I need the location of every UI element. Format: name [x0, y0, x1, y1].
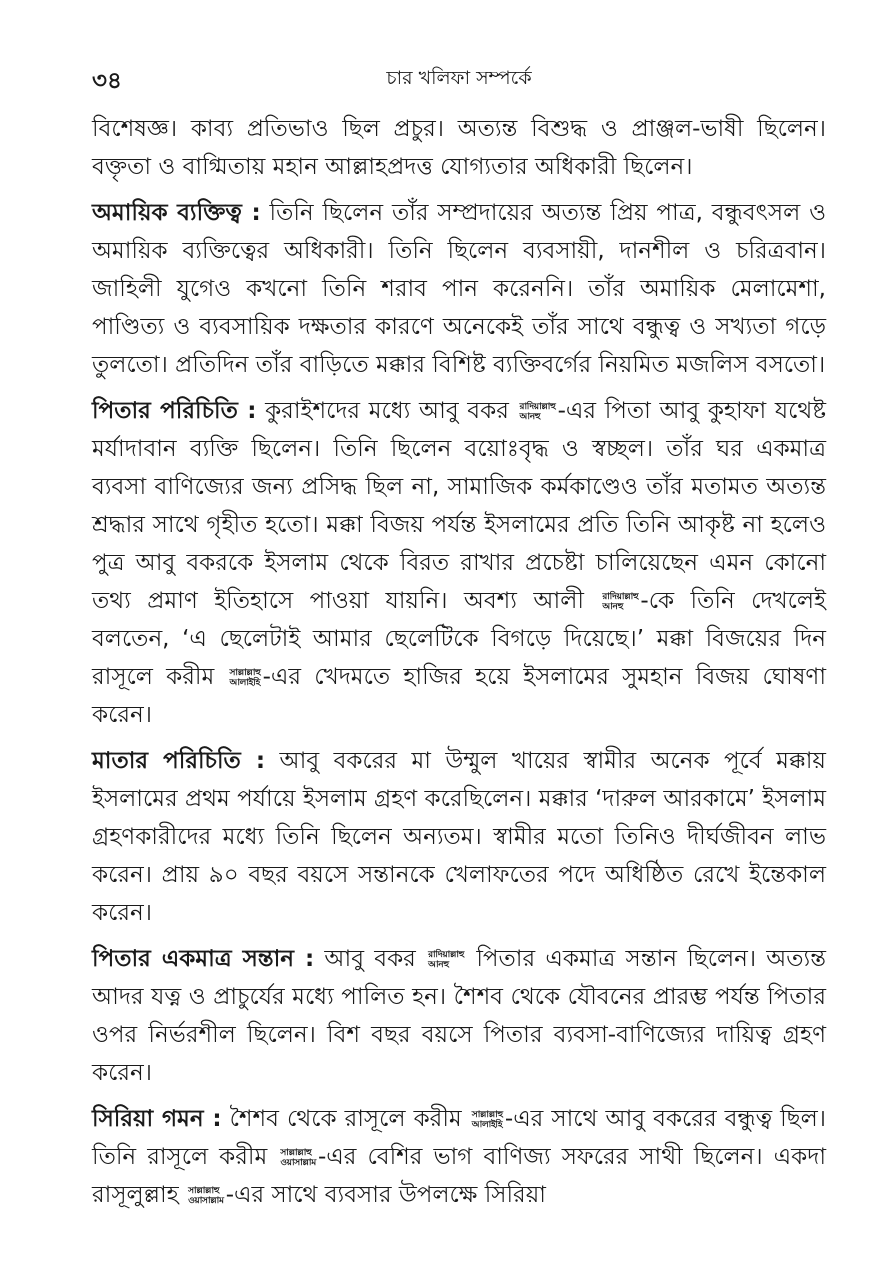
paragraph-mother-intro	[92, 742, 826, 932]
radiallahu-anhu-mark: রাদিয়াল্লাহু আনহু	[428, 949, 465, 970]
paragraph-text: -এর সাথে আবু বকরের বন্ধুত্ব ছিল। তিনি রাসূলে করীম	[92, 1106, 826, 1170]
paragraph-text: -এর পিতা আবু কুহাফা যথেষ্ট মর্যাদাবান ব্যক্তি ছিলেন। তিনি ছিলেন বয়োঃবৃদ্ধ ও স্বচ্ছল। তাঁর ঘর একমাত্র ব্যবসা বাণিজ্যের জন্য প্রসিদ্ধ ছিল না, সামাজিক কর্মকাণ্ডেও তাঁর মতামত অত্যন্ত শ্রদ্ধার সাথে গৃহীত হতো। মক্কা বিজয় পর্যন্ত ইসলামের প্রতি তিনি আকৃষ্ট না হলেও পুত্র আবু বকরকে ইসলাম থেকে বিরত রাখার প্রচেষ্টা চালিয়েছেন এমন কোনো তথ্য প্রমাণ ইতিহাসে পাওয়া যায়নি। অবশ্য আলী	[92, 398, 826, 614]
sallallahu-alaihi-wasallam-mark: সাল্লাল্লাহু ওয়াসাল্লাম	[280, 1147, 316, 1168]
section-heading: মাতার পরিচিতি :	[92, 748, 266, 774]
paragraph-text: তিনি ছিলেন তাঁর সম্প্রদায়ের অত্যন্ত প্রিয় পাত্র, বন্ধুবৎসল ও অমায়িক ব্যক্তিত্বের অধিকারী। তিনি ছিলেন ব্যবসায়ী, দানশীল ও চরিত্রবান। জাহিলী যুগেও কখনো তিনি শরাব পান করেননি। তাঁর অমায়িক মেলামেশা, পাণ্ডিত্য ও ব্যবসায়িক দক্ষতার কারণে অনেকেই তাঁর সাথে বন্ধুত্ব ও সখ্যতা গড়ে তুলতো। প্রতিদিন তাঁর বাড়িতে মক্কার বিশিষ্ট ব্যক্তিবর্গের নিয়মিত মজলিস বসতো।	[92, 200, 826, 378]
running-title: চার খলিফা সম্পর্কে	[386, 67, 532, 89]
section-heading: পিতার একমাত্র সন্তান :	[92, 946, 315, 972]
paragraph-text: -এর খেদমতে হাজির হয়ে ইসলামের সুমহান বিজয় ঘোষণা করেন।	[92, 664, 826, 728]
paragraph-text: কুরাইশদের মধ্যে আবু বকর	[256, 398, 518, 424]
radiallahu-anhu-mark: রাদিয়াল্লাহু আনহু	[602, 591, 639, 612]
paragraph-text: -এর বেশির ভাগ বাণিজ্য সফরের সাথী ছিলেন। একদা রাসূলুল্লাহ	[92, 1144, 826, 1208]
paragraph-amiable-personality	[92, 194, 826, 384]
paragraph-intro	[92, 110, 826, 186]
section-heading: পিতার পরিচিতি :	[92, 398, 257, 424]
radiallahu-anhu-mark: রাদিয়াল্লাহু আনহু	[519, 401, 556, 422]
paragraph-text: শৈশব থেকে রাসূলে করীম	[221, 1106, 470, 1132]
paragraph-text: পিতার একমাত্র সন্তান ছিলেন। অত্যন্ত আদর যত্ন ও প্রাচুর্যের মধ্যে পালিত হন। শৈশব থেকে যৌবনের প্রারম্ভ পর্যন্ত পিতার ওপর নির্ভরশীল ছিলেন। বিশ বছর বয়সে পিতার ব্যবসা-বাণিজ্যের দায়িত্ব গ্রহণ করেন।	[92, 946, 826, 1086]
paragraph-only-child	[92, 940, 826, 1092]
running-head	[92, 62, 826, 106]
paragraph-text: -এর সাথে ব্যবসার উপলক্ষে সিরিয়া	[225, 1182, 546, 1208]
page-number: ৩৪	[92, 68, 122, 94]
paragraph-syria-journey	[92, 1100, 826, 1214]
sallallahu-alaihi-wasallam-mark: সাল্লাল্লাহু আলাইহি	[471, 1109, 503, 1130]
section-heading: সিরিয়া গমন :	[92, 1106, 222, 1132]
paragraph-father-intro	[92, 392, 826, 734]
section-heading: অমায়িক ব্যক্তিত্ব :	[92, 200, 261, 226]
sallallahu-alaihi-wasallam-mark: সাল্লাল্লাহু আলাইহি	[229, 667, 261, 688]
sallallahu-alaihi-wasallam-mark: সাল্লাল্লাহু ওয়াসাল্লাম	[188, 1185, 224, 1206]
paragraph-text: আবু বকরের মা উম্মুল খায়ের স্বামীর অনেক পূর্বে মক্কায় ইসলামের প্রথম পর্যায়ে ইসলাম গ্রহণ করেছিলেন। মক্কার ‘দারুল আরকামে’ ইসলাম গ্রহণকারীদের মধ্যে তিনি ছিলেন অন্যতম। স্বামীর মতো তিনিও দীর্ঘজীবন লাভ করেন। প্রায় ৯০ বছর বয়সে সন্তানকে খেলাফতের পদে অধিষ্ঠিত রেখে ইন্তেকাল করেন।	[92, 748, 826, 926]
paragraph-text: বিশেষজ্ঞ। কাব্য প্রতিভাও ছিল প্রচুর। অত্যন্ত বিশুদ্ধ ও প্রাঞ্জল-ভাষী ছিলেন। বক্তৃতা ও বাগ্মিতায় মহান আল্লাহপ্রদত্ত যোগ্যতার অধিকারী ছিলেন।	[92, 116, 826, 180]
paragraph-text: -কে তিনি দেখলেই বলতেন, ‘এ ছেলেটাই আমার ছেলেটিকে বিগড়ে দিয়েছে।’ মক্কা বিজয়ের দিন রাসূলে করীম	[92, 588, 826, 690]
paragraph-text: আবু বকর	[314, 946, 427, 972]
